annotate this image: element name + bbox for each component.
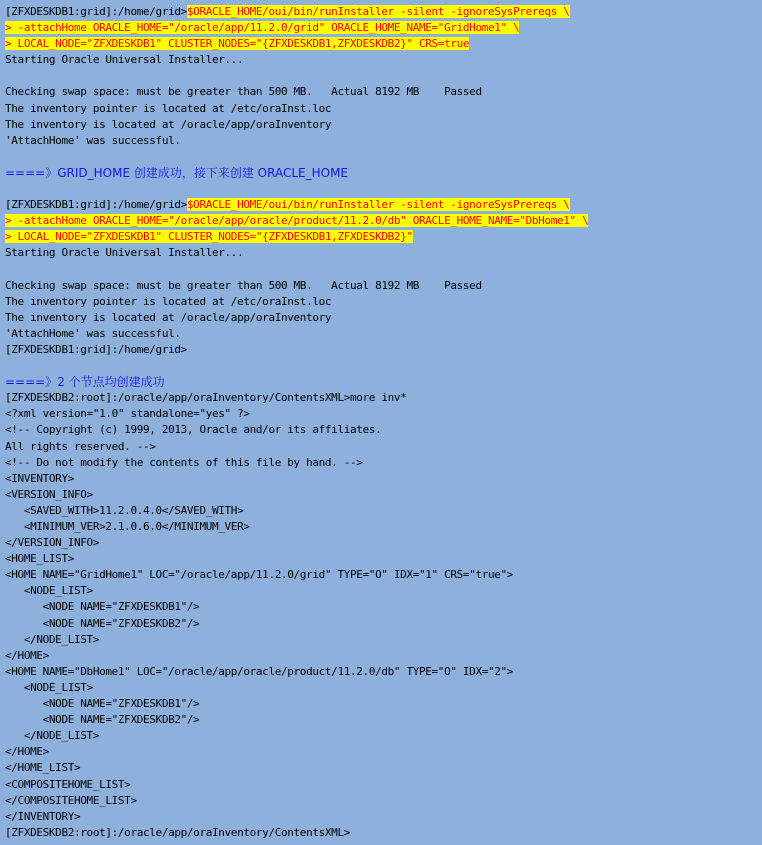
command-line: [5, 197, 762, 213]
highlighted-command: $ORACLE_HOME/oui/bin/runInstaller -silent -ignoreSysPrereqs \: [186, 5, 570, 18]
blank-line: [5, 262, 762, 278]
output-line: <VERSION_INFO>: [5, 487, 93, 501]
output-line: </HOME>: [5, 745, 49, 759]
output-line: Checking swap space: must be greater than 500 MB. Actual 8192 MB Passed: [5, 85, 482, 99]
highlighted-command: > LOCAL_NODE="ZFXDESKDB1" CLUSTER_NODES="{ZFXDESKDB1,ZFXDESKDB2}": [5, 230, 413, 244]
output-line: All rights reserved. -->: [5, 439, 156, 453]
output-line: </COMPOSITEHOME_LIST>: [5, 793, 137, 807]
note-text: ====》2 个节点均创建成功: [5, 375, 165, 390]
output-line: <HOME_LIST>: [5, 552, 74, 566]
command-continuation: [5, 36, 762, 52]
highlighted-command: > -attachHome ORACLE_HOME="/oracle/app/11.2.0/grid" ORACLE_HOME_NAME="GridHome1" \: [5, 21, 520, 35]
blank-line: [5, 181, 762, 197]
output-line: <?xml version="1.0" standalone="yes" ?>: [5, 407, 250, 421]
output-line: [ZFXDESKDB2:root]:/oracle/app/oraInventory/ContentsXML>more inv*: [5, 391, 407, 405]
output-line: 'AttachHome' was successful.: [5, 133, 181, 147]
highlighted-command: $ORACLE_HOME/oui/bin/runInstaller -silent -ignoreSysPrereqs \: [186, 198, 570, 212]
annotation-note: [5, 374, 762, 390]
output-line: <NODE_LIST>: [5, 680, 93, 694]
shell-prompt: [ZFXDESKDB1:grid]:/home/grid>: [5, 198, 187, 212]
blank-line: [5, 149, 762, 165]
output-line: Starting Oracle Universal Installer...: [5, 53, 244, 67]
output-line: <INVENTORY>: [5, 471, 74, 485]
blank-line: [5, 358, 762, 374]
output-line: Starting Oracle Universal Installer...: [5, 246, 244, 260]
output-line: <!-- Do not modify the contents of this file by hand. -->: [5, 455, 363, 469]
output-line: <NODE NAME="ZFXDESKDB2"/>: [5, 616, 200, 630]
output-line: </HOME>: [5, 648, 49, 662]
output-line: </VERSION_INFO>: [5, 536, 100, 550]
output-line: </NODE_LIST>: [5, 632, 100, 646]
command-line: [5, 4, 762, 20]
output-line: <SAVED_WITH>11.2.0.4.0</SAVED_WITH>: [5, 503, 244, 517]
shell-prompt: [ZFXDESKDB1:grid]:/home/grid>: [5, 342, 187, 356]
output-line: <!-- Copyright (c) 1999, 2013, Oracle and/or its affiliates.: [5, 423, 382, 437]
output-line: The inventory pointer is located at /etc/oraInst.loc: [5, 101, 332, 115]
output-line: <COMPOSITEHOME_LIST>: [5, 777, 131, 791]
highlighted-command: > LOCAL_NODE="ZFXDESKDB1" CLUSTER_NODES="{ZFXDESKDB1,ZFXDESKDB2}" CRS=true: [5, 37, 470, 51]
annotation-note: [5, 165, 762, 181]
output-line: <NODE_LIST>: [5, 584, 93, 598]
output-line: <NODE NAME="ZFXDESKDB1"/>: [5, 600, 200, 614]
output-line: Checking swap space: must be greater than 500 MB. Actual 8192 MB Passed: [5, 278, 482, 292]
command-continuation: [5, 213, 762, 229]
output-line: The inventory is located at /oracle/app/oraInventory: [5, 310, 332, 324]
output-line: </HOME_LIST>: [5, 761, 81, 775]
output-line: 'AttachHome' was successful.: [5, 326, 181, 340]
output-line: The inventory is located at /oracle/app/oraInventory: [5, 117, 332, 131]
shell-prompt: [ZFXDESKDB1:grid]:/home/grid>: [5, 5, 187, 18]
output-line: </NODE_LIST>: [5, 729, 100, 743]
output-line: <NODE NAME="ZFXDESKDB2"/>: [5, 713, 200, 727]
command-continuation: [5, 20, 762, 36]
output-line: <MINIMUM_VER>2.1.0.6.0</MINIMUM_VER>: [5, 520, 250, 533]
output-line: <HOME NAME="GridHome1" LOC="/oracle/app/11.2.0/grid" TYPE="O" IDX="1" CRS="true">: [5, 568, 514, 582]
command-continuation: [5, 229, 762, 245]
blank-line: [5, 68, 762, 84]
output-line: <HOME NAME="DbHome1" LOC="/oracle/app/oracle/product/11.2.0/db" TYPE="O" IDX="2">: [5, 664, 514, 678]
highlighted-command: > -attachHome ORACLE_HOME="/oracle/app/oracle/product/11.2.0/db" ORACLE_HOME_NAME="DbHome1" \: [5, 214, 589, 228]
output-line: The inventory pointer is located at /etc/oraInst.loc: [5, 294, 332, 308]
shell-prompt: [ZFXDESKDB2:root]:/oracle/app/oraInventory/ContentsXML>: [5, 825, 350, 839]
note-text: ====》GRID_HOME 创建成功，接下来创建 ORACLE_HOME: [5, 165, 349, 180]
output-line: </INVENTORY>: [5, 809, 81, 823]
output-line: <NODE NAME="ZFXDESKDB1"/>: [5, 697, 200, 711]
